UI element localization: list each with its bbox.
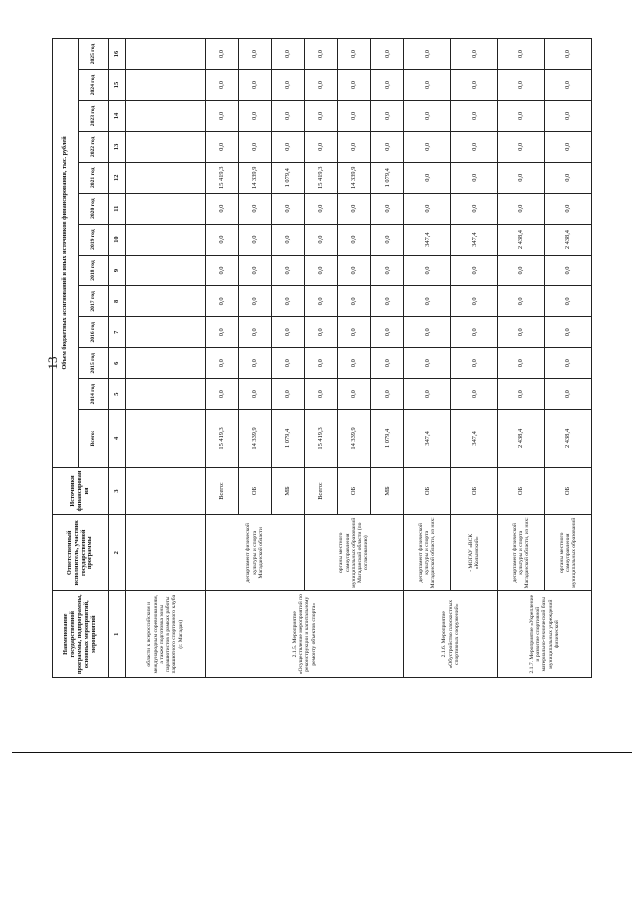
- row-value: 0,0: [371, 348, 404, 379]
- row-source: МБ: [271, 467, 304, 514]
- row-value: 0,0: [238, 224, 271, 255]
- row-value: 0,0: [371, 70, 404, 101]
- row-value: 14 339,9: [338, 410, 371, 468]
- row-value: 0,0: [304, 39, 337, 70]
- row-source: Всего:: [304, 467, 337, 514]
- column-number-row: [109, 39, 126, 678]
- row-value: 347,4: [404, 410, 451, 468]
- row-value: 0,0: [205, 379, 238, 410]
- row-responsible: - МОГАУ «ВСК «Колымский»: [451, 515, 498, 591]
- row-value: 1 079,4: [371, 162, 404, 193]
- row-value: 0,0: [338, 286, 371, 317]
- row-value: 14 339,9: [238, 162, 271, 193]
- row-value: 0,0: [271, 224, 304, 255]
- row-value: 0,0: [544, 101, 591, 132]
- row-value: 1 079,4: [271, 410, 304, 468]
- row-value: 0,0: [304, 101, 337, 132]
- row-value: 0,0: [451, 379, 498, 410]
- row-value: 0,0: [544, 317, 591, 348]
- empty-cell: [125, 348, 205, 379]
- column-number: 15: [109, 70, 126, 101]
- header-year: 2016 год: [79, 317, 109, 348]
- row-value: 0,0: [404, 70, 451, 101]
- empty-cell: [125, 317, 205, 348]
- page-number: 13: [45, 356, 60, 370]
- empty-cell: [125, 255, 205, 286]
- row-source: Всего:: [205, 467, 238, 514]
- row-value: 0,0: [304, 255, 337, 286]
- row-value: 0,0: [271, 193, 304, 224]
- row-value: 15 419,3: [205, 162, 238, 193]
- row-value: 14 339,9: [238, 410, 271, 468]
- row-value: 0,0: [271, 317, 304, 348]
- row-source: МБ: [371, 467, 404, 514]
- row-value: 0,0: [404, 379, 451, 410]
- column-number: 8: [109, 286, 126, 317]
- row-value: 0,0: [205, 286, 238, 317]
- column-number: 14: [109, 101, 126, 132]
- row-value: 0,0: [498, 255, 545, 286]
- row-value: 0,0: [451, 255, 498, 286]
- row-value: 0,0: [238, 348, 271, 379]
- row-value: 1 079,4: [371, 410, 404, 468]
- empty-cell: [125, 379, 205, 410]
- row-source: ОБ: [238, 467, 271, 514]
- row-value: 0,0: [404, 39, 451, 70]
- row-value: 0,0: [205, 39, 238, 70]
- row-value: 0,0: [451, 348, 498, 379]
- column-number: 6: [109, 348, 126, 379]
- row-value: 0,0: [498, 286, 545, 317]
- row-value: 15 419,3: [304, 162, 337, 193]
- row-value: 0,0: [544, 286, 591, 317]
- row-value: 0,0: [238, 70, 271, 101]
- row-value: 0,0: [404, 193, 451, 224]
- empty-cell: [125, 410, 205, 468]
- row-value: 0,0: [205, 131, 238, 162]
- row-value: 14 339,9: [338, 162, 371, 193]
- row-value: 0,0: [238, 193, 271, 224]
- empty-cell: [125, 286, 205, 317]
- row-value: 2 438,4: [544, 224, 591, 255]
- row-value: 2 438,4: [498, 410, 545, 468]
- row-value: 0,0: [205, 255, 238, 286]
- header-total: Всего:: [79, 410, 109, 468]
- row-value: 0,0: [271, 348, 304, 379]
- row-value: 0,0: [205, 193, 238, 224]
- row-responsible: департамент физической культуры и спорта Магаданской области, из них:: [404, 515, 451, 591]
- row-value: 0,0: [338, 255, 371, 286]
- row-value: 0,0: [544, 131, 591, 162]
- row-value: 0,0: [371, 131, 404, 162]
- row-name: 2.1.5. Мероприятие «Осуществление мероприятий по реконструкции и капитальному ремонту объектов спорта»: [205, 591, 404, 678]
- row-value: 0,0: [338, 348, 371, 379]
- header-year: 2025 год: [79, 39, 109, 70]
- footer-rule: [12, 752, 632, 753]
- row-value: 0,0: [304, 348, 337, 379]
- row-source: ОБ: [544, 467, 591, 514]
- row-value: 0,0: [371, 39, 404, 70]
- row-name: 2.1.6. Мероприятие «Обустройство плоскостных спортивных сооружений»: [404, 591, 498, 678]
- row-value: 0,0: [498, 70, 545, 101]
- row-responsible: департамент физической культуры и спорта Магаданской области: [205, 515, 304, 591]
- row-source: ОБ: [498, 467, 545, 514]
- row-value: 0,0: [271, 39, 304, 70]
- table-row: [451, 39, 498, 678]
- row-value: 0,0: [271, 379, 304, 410]
- row-value: 0,0: [404, 255, 451, 286]
- row-source: ОБ: [404, 467, 451, 514]
- header-year: 2018 год: [79, 255, 109, 286]
- column-number: 5: [109, 379, 126, 410]
- empty-cell: [125, 131, 205, 162]
- column-number: 13: [109, 131, 126, 162]
- row-value: 0,0: [371, 101, 404, 132]
- row-value: 0,0: [338, 131, 371, 162]
- row-value: 0,0: [205, 317, 238, 348]
- row-value: 15 419,3: [304, 410, 337, 468]
- row-value: 0,0: [498, 317, 545, 348]
- table-header: [53, 39, 109, 678]
- row-value: 0,0: [451, 70, 498, 101]
- row-value: 347,4: [451, 224, 498, 255]
- rotated-table-frame: [52, 38, 592, 678]
- table-row: [205, 39, 238, 678]
- row-value: 0,0: [304, 379, 337, 410]
- row-value: 0,0: [371, 255, 404, 286]
- row-value: 0,0: [498, 39, 545, 70]
- row-value: 0,0: [498, 379, 545, 410]
- row-value: 0,0: [451, 286, 498, 317]
- row-value: 0,0: [451, 317, 498, 348]
- row-source: ОБ: [451, 467, 498, 514]
- row-source: ОБ: [338, 467, 371, 514]
- row-value: 0,0: [544, 193, 591, 224]
- row-value: 0,0: [238, 101, 271, 132]
- row-value: 0,0: [371, 224, 404, 255]
- row-value: 0,0: [338, 317, 371, 348]
- header-year: 2017 год: [79, 286, 109, 317]
- empty-cell: [125, 70, 205, 101]
- table-row: [304, 39, 337, 678]
- budget-table: [52, 38, 592, 678]
- row-value: 0,0: [451, 131, 498, 162]
- row-value: 0,0: [271, 101, 304, 132]
- row-value: 0,0: [271, 286, 304, 317]
- header-year: 2024 год: [79, 70, 109, 101]
- table-row: [125, 39, 205, 678]
- row-value: 0,0: [498, 193, 545, 224]
- row-value: 0,0: [304, 224, 337, 255]
- table-row: [404, 39, 451, 678]
- row-value: 1 079,4: [271, 162, 304, 193]
- column-number: 9: [109, 255, 126, 286]
- row-value: 0,0: [451, 39, 498, 70]
- row-value: 0,0: [271, 131, 304, 162]
- row-value: 0,0: [238, 131, 271, 162]
- row-value: 0,0: [451, 193, 498, 224]
- row-value: 0,0: [498, 162, 545, 193]
- row-value: 0,0: [338, 70, 371, 101]
- row-name: области к всероссийским и международным соревнованиям, а также подготовка зоны парашютистов в рамках работы парашютного спортивного клуба (г. Магадан): [125, 591, 205, 678]
- empty-cell: [125, 224, 205, 255]
- row-value: 0,0: [238, 39, 271, 70]
- row-value: 0,0: [205, 348, 238, 379]
- row-value: 0,0: [271, 255, 304, 286]
- column-number: 3: [109, 467, 126, 514]
- table-row: [498, 39, 545, 678]
- row-value: 15 419,3: [205, 410, 238, 468]
- row-value: 0,0: [451, 162, 498, 193]
- row-value: 0,0: [544, 255, 591, 286]
- row-value: 0,0: [238, 286, 271, 317]
- row-value: 0,0: [371, 317, 404, 348]
- empty-cell: [125, 193, 205, 224]
- row-value: 0,0: [205, 70, 238, 101]
- header-year: 2023 год: [79, 101, 109, 132]
- row-value: 0,0: [544, 348, 591, 379]
- row-value: 0,0: [404, 162, 451, 193]
- column-number: 11: [109, 193, 126, 224]
- row-value: 0,0: [451, 101, 498, 132]
- row-value: 0,0: [404, 131, 451, 162]
- row-value: 0,0: [205, 224, 238, 255]
- row-value: 0,0: [304, 70, 337, 101]
- row-value: 0,0: [544, 162, 591, 193]
- row-value: 0,0: [544, 379, 591, 410]
- row-value: 347,4: [404, 224, 451, 255]
- row-value: 0,0: [498, 348, 545, 379]
- row-value: 0,0: [238, 317, 271, 348]
- header-year: 2020 год: [79, 193, 109, 224]
- row-value: 0,0: [371, 286, 404, 317]
- column-number: 12: [109, 162, 126, 193]
- column-number: 1: [109, 591, 126, 678]
- row-name: 2.1.7. Мероприятие «Укрепление и развитие спортивной материально-технической базы муниципальных учреждений физической: [498, 591, 592, 678]
- row-value: 0,0: [404, 348, 451, 379]
- row-value: 0,0: [404, 286, 451, 317]
- empty-cell: [125, 162, 205, 193]
- column-number: 10: [109, 224, 126, 255]
- row-value: 0,0: [338, 224, 371, 255]
- column-number: 4: [109, 410, 126, 468]
- document-sheet: [52, 38, 592, 678]
- empty-cell: [125, 101, 205, 132]
- row-value: 0,0: [338, 101, 371, 132]
- row-responsible: органы местного самоуправления муниципальных образований Магаданской области (по согласованию): [304, 515, 403, 591]
- row-value: 0,0: [238, 255, 271, 286]
- header-source: Источники финансирования: [53, 467, 109, 514]
- row-value: 0,0: [304, 286, 337, 317]
- row-responsible: департамент физической культуры и спорта Магаданской области, из них:: [498, 515, 545, 591]
- row-value: 0,0: [271, 70, 304, 101]
- row-value: 0,0: [371, 379, 404, 410]
- row-value: 2 438,4: [544, 410, 591, 468]
- header-year: 2022 год: [79, 131, 109, 162]
- header-responsible: Ответственный исполнитель, участник государственной программы: [53, 515, 109, 591]
- column-number: 2: [109, 515, 126, 591]
- row-value: 0,0: [205, 101, 238, 132]
- header-year: 2015 год: [79, 348, 109, 379]
- empty-cell: [125, 467, 205, 514]
- row-value: 0,0: [304, 131, 337, 162]
- row-value: 0,0: [304, 317, 337, 348]
- header-year: 2021 год: [79, 162, 109, 193]
- row-value: 0,0: [404, 317, 451, 348]
- row-value: 0,0: [544, 39, 591, 70]
- row-value: 0,0: [338, 379, 371, 410]
- row-value: 2 438,4: [498, 224, 545, 255]
- row-value: 0,0: [304, 193, 337, 224]
- column-number: 16: [109, 39, 126, 70]
- row-value: 347,4: [451, 410, 498, 468]
- row-value: 0,0: [498, 101, 545, 132]
- column-number: 7: [109, 317, 126, 348]
- row-value: 0,0: [371, 193, 404, 224]
- table-row: [544, 39, 591, 678]
- empty-cell: [125, 39, 205, 70]
- row-value: 0,0: [404, 101, 451, 132]
- row-responsible: органы местного самоуправления муниципальных образований: [544, 515, 591, 591]
- header-year: 2019 год: [79, 224, 109, 255]
- row-value: 0,0: [544, 70, 591, 101]
- header-year: 2014 год: [79, 379, 109, 410]
- header-volume: Объем бюджетных ассигнований и иных источников финансирования, тыс. рублей: [53, 39, 79, 468]
- table-body: [109, 39, 592, 678]
- empty-cell: [125, 515, 205, 591]
- row-value: 0,0: [238, 379, 271, 410]
- row-value: 0,0: [338, 193, 371, 224]
- header-name: Наименование государственной программы, подпрограммы, основных мероприятий, мероприятий: [53, 591, 109, 678]
- row-value: 0,0: [498, 131, 545, 162]
- row-value: 0,0: [338, 39, 371, 70]
